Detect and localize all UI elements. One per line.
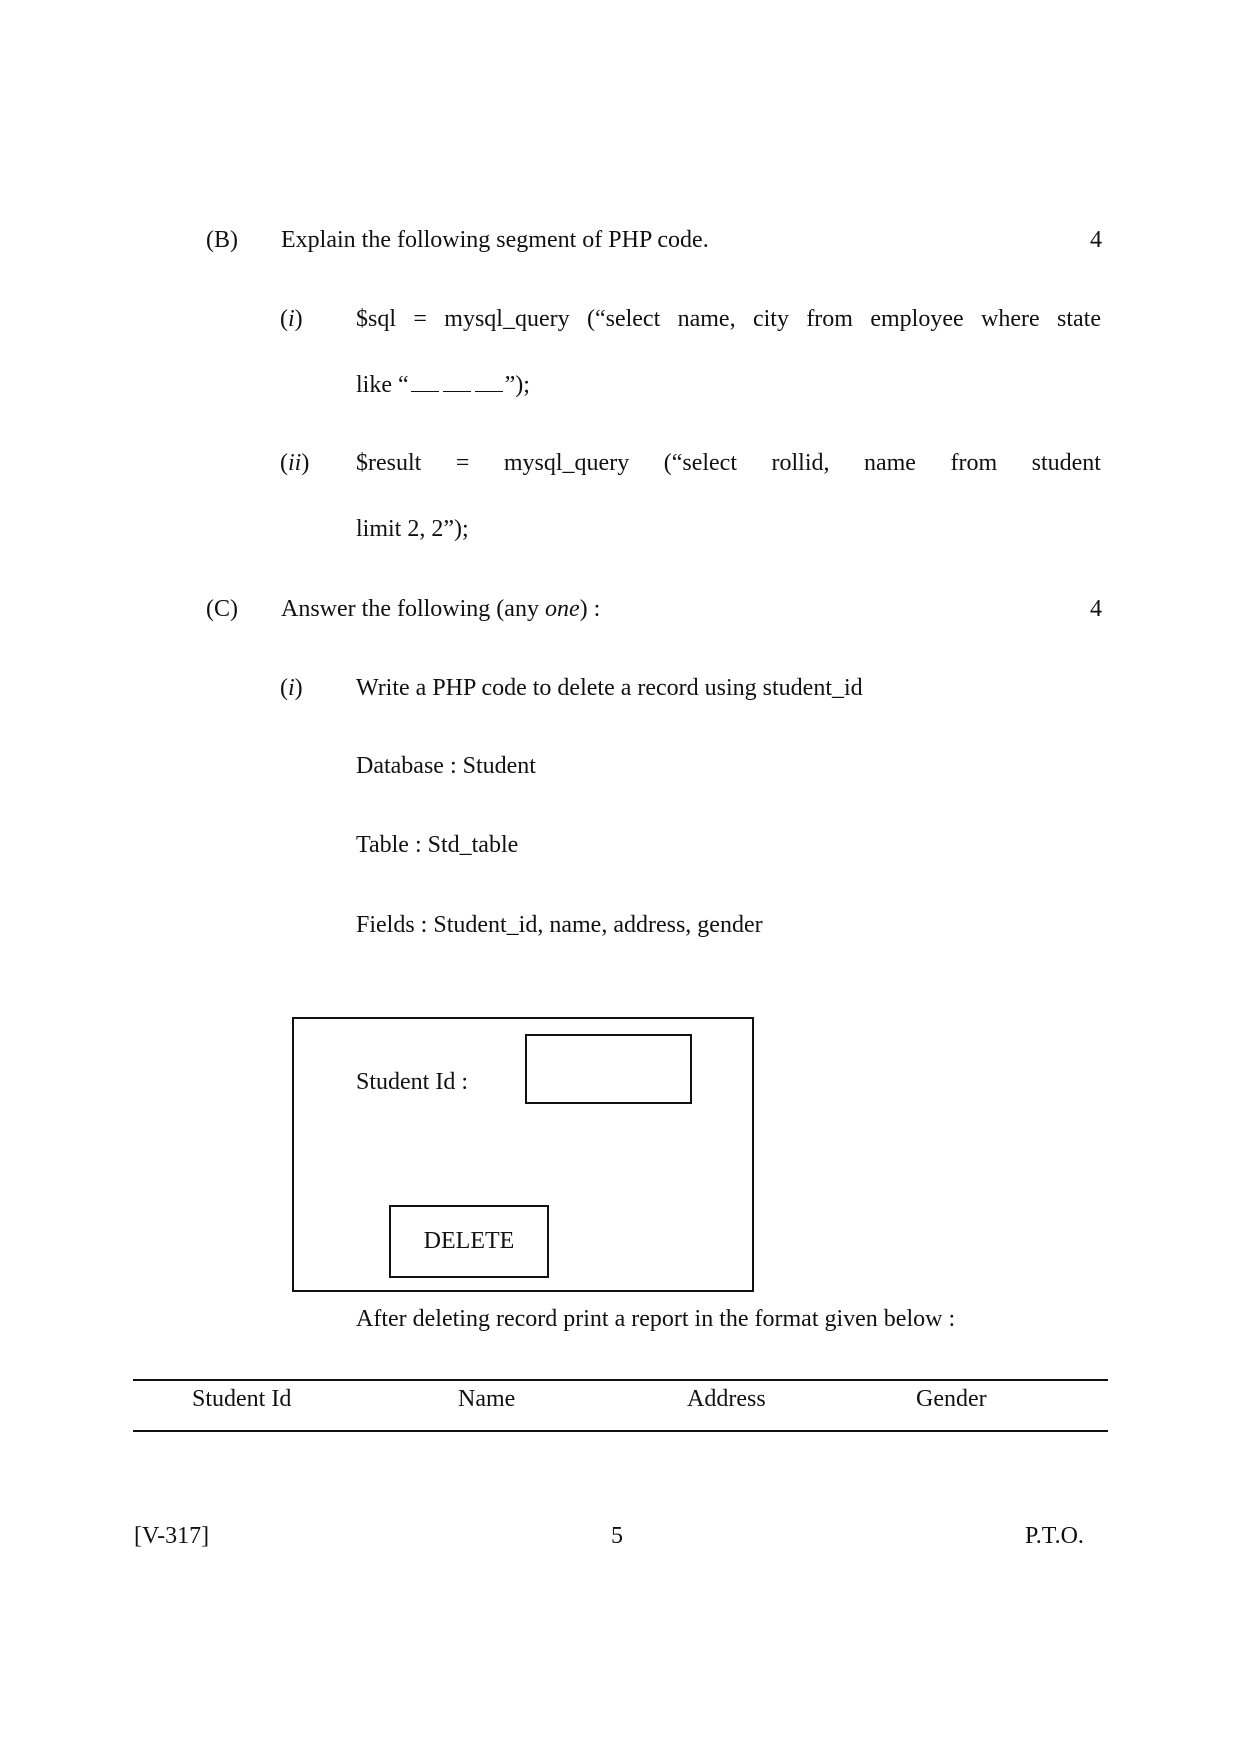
code-token: where <box>980 306 1040 332</box>
code-token: rollid, <box>771 450 830 476</box>
code-token: from <box>806 306 853 332</box>
item-number: (i) <box>280 306 303 332</box>
blank-underscore <box>443 373 471 392</box>
section-b-question: Explain the following segment of PHP code. <box>281 227 709 253</box>
student-id-input[interactable] <box>525 1034 692 1104</box>
question-emphasis: one <box>544 596 580 622</box>
code-token: (“select <box>586 306 661 332</box>
item-numeral: ii <box>288 450 302 476</box>
code-line-sql-cont <box>356 370 530 400</box>
item-numeral: i <box>288 306 295 332</box>
section-c-question <box>281 594 600 624</box>
code-token: city <box>752 306 789 332</box>
code-token: = <box>455 450 470 476</box>
blank-underscore <box>411 373 439 392</box>
page-number: 5 <box>611 1523 623 1549</box>
code-token: (“select <box>663 450 737 476</box>
code-line-result-cont: limit 2, 2”); <box>356 516 469 542</box>
report-header-student-id: Student Id <box>192 1386 292 1412</box>
report-instruction: After deleting record print a report in the format given below : <box>356 1306 956 1332</box>
like-suffix: ”); <box>504 372 530 398</box>
report-header-name: Name <box>458 1386 516 1412</box>
blank-underscore <box>475 373 503 392</box>
item-number: (i) <box>280 675 303 701</box>
code-token: employee <box>870 306 964 332</box>
table-info: Table : Std_table <box>356 832 519 858</box>
code-token: $result <box>356 450 422 476</box>
code-token: student <box>1031 450 1101 476</box>
section-b-label: (B) <box>206 227 238 253</box>
code-line-result <box>356 448 1101 478</box>
like-prefix: like “ <box>356 372 409 398</box>
code-line-sql <box>356 304 1101 334</box>
fields-info: Fields : Student_id, name, address, gender <box>356 912 763 938</box>
item-numeral: i <box>288 675 295 701</box>
code-token: mysql_query <box>503 450 630 476</box>
code-token: name, <box>677 306 736 332</box>
item-number: (ii) <box>280 450 310 476</box>
question-text-end: ) : <box>579 596 601 622</box>
question-text: Answer the following (any <box>281 596 545 622</box>
paper-code: [V-317] <box>134 1523 210 1549</box>
code-token: name <box>863 450 916 476</box>
table-bottom-rule <box>133 1430 1108 1432</box>
code-token: from <box>950 450 998 476</box>
section-c-label: (C) <box>206 596 238 622</box>
table-top-rule <box>133 1379 1108 1381</box>
code-token: = <box>413 306 427 332</box>
pto-text: P.T.O. <box>1025 1523 1084 1549</box>
section-c-marks: 4 <box>1090 596 1102 622</box>
code-token: $sql <box>356 306 397 332</box>
section-b-marks: 4 <box>1090 227 1102 253</box>
report-header-address: Address <box>687 1386 766 1412</box>
task-text: Write a PHP code to delete a record using student_id <box>356 675 863 701</box>
code-token: mysql_query <box>444 306 570 332</box>
code-token: state <box>1056 306 1101 332</box>
delete-button[interactable]: DELETE <box>389 1205 549 1278</box>
student-id-label: Student Id : <box>356 1069 468 1095</box>
report-header-gender: Gender <box>916 1386 987 1412</box>
database-info: Database : Student <box>356 753 536 779</box>
